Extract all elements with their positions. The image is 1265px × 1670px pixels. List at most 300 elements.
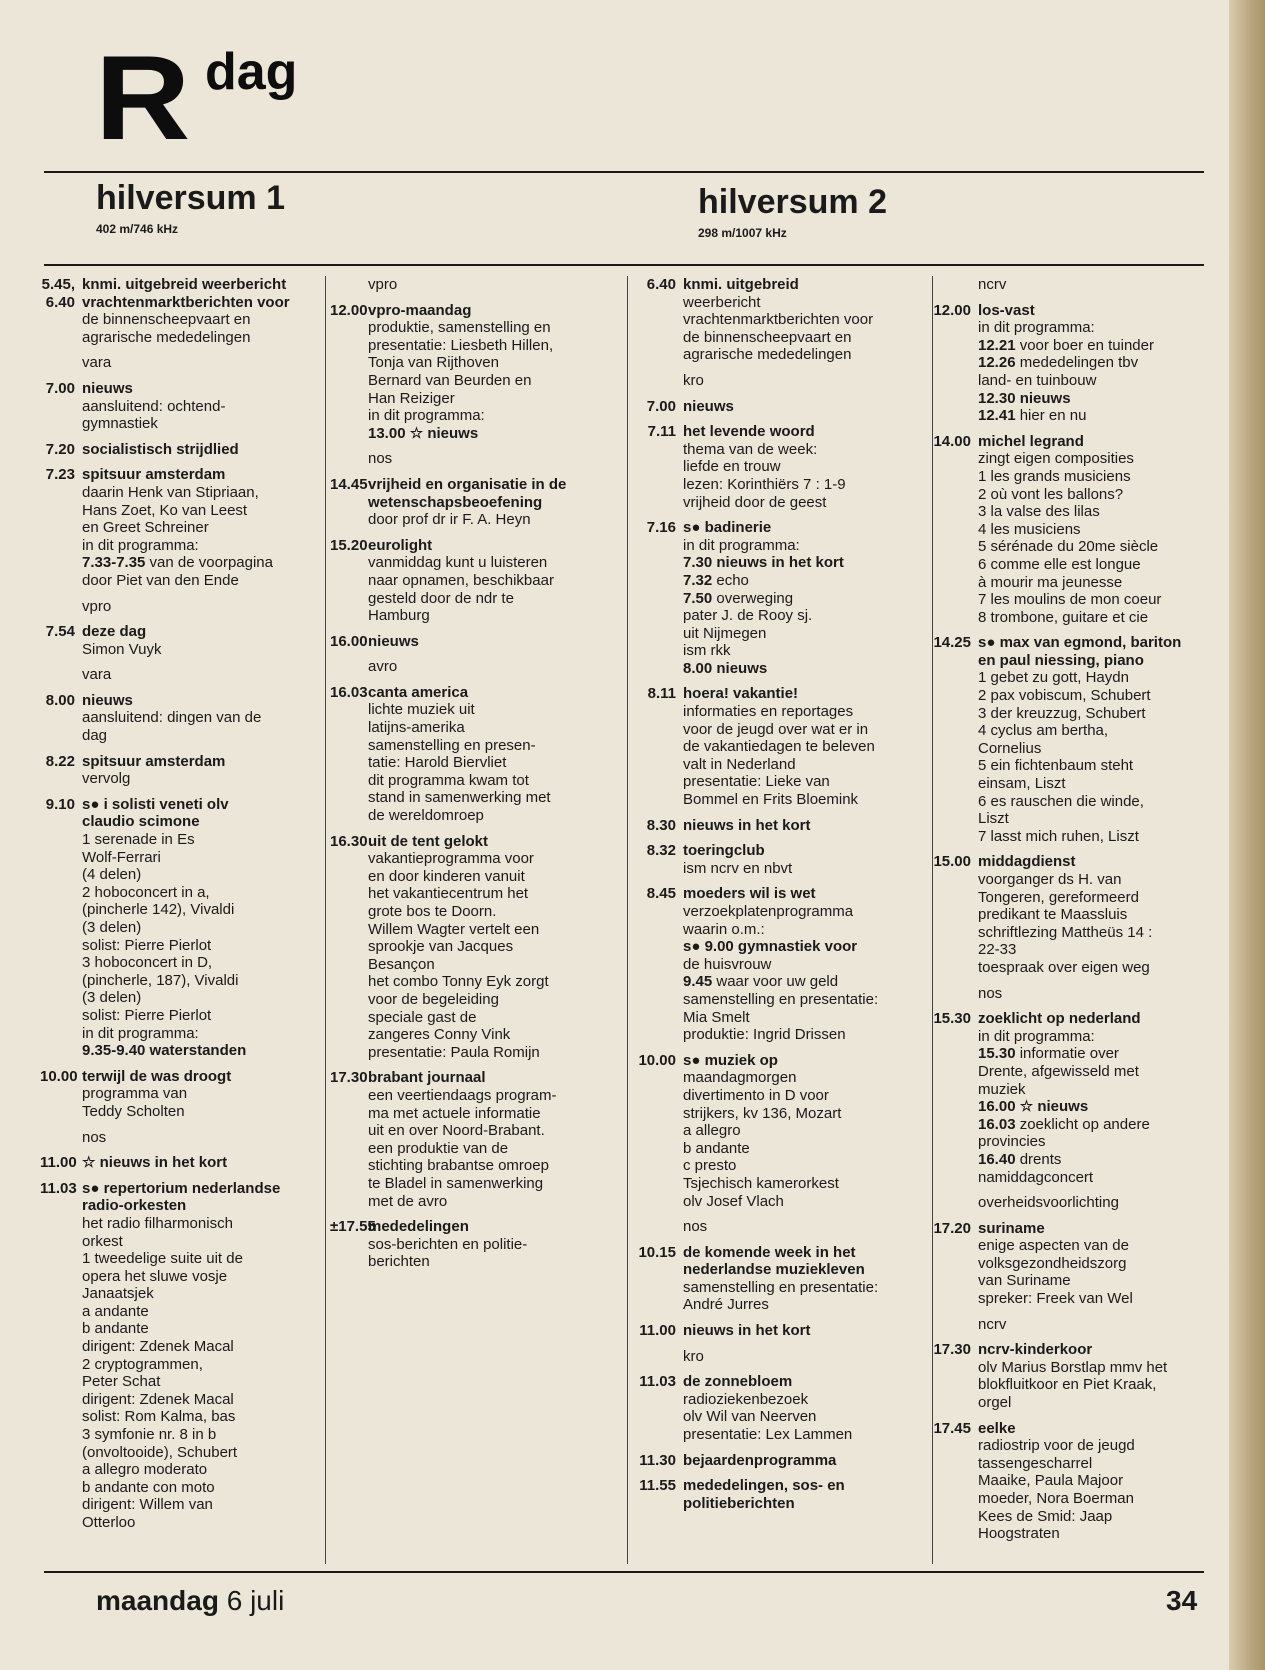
programme-time: 8.32	[646, 842, 676, 860]
programme-details	[978, 1316, 1222, 1334]
programme-time: 5.45, 6.40	[41, 276, 75, 311]
programme-details	[683, 1477, 929, 1512]
programme-line: kro	[683, 1347, 704, 1365]
programme-time: 17.45	[933, 1419, 971, 1437]
programme-entry	[932, 302, 1222, 425]
programme-line: 6 es rauschen die winde,	[978, 792, 1144, 810]
programme-entry	[330, 537, 620, 625]
programme-time	[637, 1348, 683, 1366]
programme-line: 3 hoboconcert in D,	[82, 954, 213, 972]
programme-line: brabant journaal	[368, 1069, 486, 1087]
programme-line: Simon Vuyk	[82, 640, 162, 658]
programme-line: 6 comme elle est longue	[978, 555, 1141, 573]
schedule-column-3	[637, 276, 929, 1512]
programme-line: spitsuur amsterdam	[82, 466, 226, 484]
programme-line: tassengescharrel	[978, 1454, 1093, 1472]
programme-time: 8.00	[45, 691, 75, 709]
programme-line: de vakantiedagen te beleven	[683, 738, 875, 756]
programme-line: middagdienst	[978, 853, 1076, 871]
programme-line: voor de begeleiding	[368, 990, 499, 1008]
programme-time: 8.22	[45, 752, 75, 770]
programme-line: agrarische mededelingen	[82, 328, 251, 346]
programme-line: speciale gast de	[368, 1008, 477, 1026]
programme-details	[368, 684, 620, 825]
programme-line: produktie, samenstelling en	[368, 319, 551, 337]
programme-line: eelke	[978, 1419, 1016, 1437]
programme-line: vakantieprogramma voor	[368, 850, 534, 868]
programme-line: 16.00 ☆ nieuws	[978, 1098, 1089, 1116]
programme-details	[683, 1322, 929, 1340]
programme-line: aansluitend: ochtend-	[82, 397, 226, 415]
programme-line: mededelingen	[368, 1218, 469, 1236]
programme-line: 7.50 overweging	[683, 589, 794, 607]
programme-line: uit de tent gelokt	[368, 832, 488, 850]
footer-date	[96, 1585, 284, 1617]
station-name: hilversum 1	[96, 179, 285, 217]
station-hilversum-1	[96, 180, 285, 236]
programme-time	[40, 666, 82, 684]
programme-time: 17.30	[330, 1069, 368, 1087]
programme-line: 5 sérénade du 20me siècle	[978, 538, 1159, 556]
programme-line: solist: Pierre Pierlot	[82, 936, 212, 954]
programme-time: 7.23	[45, 466, 75, 484]
programme-line: Hoogstraten	[978, 1525, 1060, 1543]
programme-line: het radio filharmonisch	[82, 1214, 233, 1232]
schedule-column-1	[40, 276, 322, 1532]
programme-line: gymnastiek	[82, 415, 158, 433]
programme-line: (3 delen)	[82, 989, 142, 1007]
programme-line: Wolf-Ferrari	[82, 848, 161, 866]
programme-line: zingt eigen composities	[978, 450, 1134, 468]
programme-line: (pincherle, 187), Vivaldi	[82, 971, 239, 989]
programme-line: het vakantiecentrum het	[368, 885, 529, 903]
station-frequency: 402 m/746 kHz	[96, 222, 179, 236]
programme-entry	[637, 1322, 929, 1340]
programme-line: hoera! vakantie!	[683, 685, 799, 703]
programme-time: 14.45	[330, 475, 368, 493]
programme-time	[40, 598, 82, 616]
programme-line: André Jurres	[683, 1296, 769, 1314]
programme-line: bejaardenprogramma	[683, 1451, 837, 1469]
broadcaster-label	[330, 276, 620, 294]
programme-entry	[637, 885, 929, 1043]
programme-line: 1 tweedelige suite uit de	[82, 1250, 243, 1268]
programme-line: in dit programma:	[978, 1027, 1095, 1045]
programme-time: 14.25	[933, 634, 971, 652]
programme-line: sprookje van Jacques	[368, 938, 514, 956]
programme-time: 11.30	[639, 1451, 676, 1469]
programme-line: de wereldomroep	[368, 807, 484, 825]
programme-entry	[330, 302, 620, 443]
programme-time: 7.54	[45, 623, 75, 641]
programme-time: 15.00	[933, 853, 971, 871]
programme-line: in dit programma:	[82, 1024, 199, 1042]
programme-entry	[637, 1452, 929, 1470]
programme-time: 12.00	[933, 301, 971, 319]
bottom-rule	[44, 1571, 1204, 1573]
programme-line: nieuws in het kort	[683, 1322, 811, 1340]
programme-entry	[330, 833, 620, 1062]
programme-line: het combo Tonny Eyk zorgt	[368, 973, 549, 991]
programme-entry	[40, 753, 322, 788]
broadcaster-label	[637, 372, 929, 390]
programme-time: 15.30	[933, 1010, 971, 1028]
programme-details	[82, 466, 322, 589]
programme-entry	[637, 1052, 929, 1210]
programme-line: vara	[82, 666, 112, 684]
programme-line: 1 les grands musiciens	[978, 467, 1131, 485]
programme-entry	[330, 684, 620, 825]
programme-line: samenstelling en presentatie:	[683, 990, 879, 1008]
programme-line: ☆ nieuws in het kort	[82, 1154, 228, 1172]
programme-line: (3 delen)	[82, 919, 142, 936]
programme-line: predikant te Maassluis	[978, 906, 1128, 924]
programme-line: vervolg	[82, 770, 131, 788]
programme-line: daarin Henk van Stipriaan,	[82, 483, 259, 501]
programme-line: 12.30 nieuws	[978, 389, 1071, 407]
programme-entry	[637, 1373, 929, 1443]
programme-details	[82, 753, 322, 788]
programme-entry	[932, 1341, 1222, 1411]
programme-time: 16.30	[330, 832, 368, 850]
programme-entry	[932, 634, 1222, 845]
programme-line: namiddagconcert	[978, 1168, 1094, 1186]
programme-line: Cornelius	[978, 739, 1042, 757]
programme-line: naar opnamen, beschikbaar	[368, 571, 554, 589]
programme-line: waarin o.m.:	[683, 920, 765, 938]
programme-line: land- en tuinbouw	[978, 371, 1097, 389]
programme-line: s● badinerie	[683, 519, 772, 537]
programme-time: 15.20	[330, 536, 368, 554]
programme-line: stichting brabantse omroep	[368, 1157, 549, 1175]
programme-line: knmi. uitgebreid weerbericht	[82, 276, 287, 293]
programme-line: muziek	[978, 1080, 1026, 1098]
logo-word: dag	[205, 43, 298, 101]
programme-line: ism rkk	[683, 642, 731, 660]
broadcaster-label	[932, 985, 1222, 1003]
programme-time: 6.40	[646, 276, 676, 293]
programme-line: de zonnebloem	[683, 1373, 793, 1391]
programme-line: avro	[368, 658, 398, 676]
programme-line: presentatie: Paula Romijn	[368, 1043, 540, 1061]
programme-details	[82, 623, 322, 658]
broadcaster-label	[40, 666, 322, 684]
programme-line: thema van de week:	[683, 440, 818, 458]
programme-line: eurolight	[368, 536, 433, 554]
programme-line: nos	[82, 1128, 107, 1146]
station-hilversum-2	[698, 184, 887, 240]
programme-line: met de avro	[368, 1192, 448, 1210]
programme-details	[683, 685, 929, 808]
programme-entry	[330, 1069, 620, 1210]
page-edge	[1229, 0, 1265, 1670]
programme-details	[978, 634, 1222, 845]
programme-line: 3 der kreuzzug, Schubert	[978, 704, 1146, 722]
programme-line: (onvoltooide), Schubert	[82, 1443, 238, 1461]
programme-details	[683, 519, 929, 677]
programme-line: Tonja van Rijthoven	[368, 354, 499, 372]
programme-time: 7.00	[45, 379, 75, 397]
schedule-top-rule	[44, 264, 1204, 266]
programme-line: wetenschapsbeoefening	[368, 493, 543, 511]
programme-details	[82, 1129, 322, 1147]
programme-time	[637, 1218, 683, 1236]
programme-line: Drente, afgewisseld met	[978, 1062, 1139, 1080]
programme-details	[82, 666, 322, 684]
programme-line: te Bladel in samenwerking	[368, 1174, 544, 1192]
programme-line: nos	[368, 450, 393, 468]
programme-details	[82, 354, 322, 372]
programme-line: tatie: Harold Biervliet	[368, 754, 507, 772]
programme-line: orkest	[82, 1232, 123, 1250]
programme-line: Hans Zoet, Ko van Leest	[82, 501, 248, 519]
programme-time: 10.00	[638, 1051, 676, 1069]
programme-details	[683, 1218, 929, 1236]
programme-time: 11.03	[40, 1179, 77, 1197]
schedule-column-2	[330, 276, 620, 1271]
programme-entry	[40, 1068, 322, 1121]
programme-time: 8.45	[646, 885, 676, 903]
programme-details	[82, 380, 322, 433]
programme-line: michel legrand	[978, 432, 1084, 450]
programme-details	[683, 885, 929, 1043]
programme-line: Otterloo	[82, 1514, 136, 1531]
programme-line: uit en over Noord-Brabant.	[368, 1122, 545, 1140]
programme-details	[683, 423, 929, 511]
programme-line: dirigent: Zdenek Macal	[82, 1338, 234, 1356]
programme-details	[82, 1154, 322, 1172]
programme-line: Mia Smelt	[683, 1008, 750, 1026]
programme-line: Tsjechisch kamerorkest	[683, 1174, 839, 1192]
footer-weekday: maandag	[96, 1585, 219, 1616]
programme-entry	[40, 796, 322, 1060]
programme-line: vrachtenmarktberichten voor	[683, 311, 874, 329]
programme-entry	[40, 441, 322, 459]
programme-line: de komende week in het	[683, 1243, 856, 1261]
programme-line: lichte muziek uit	[368, 701, 475, 719]
programme-time	[330, 658, 368, 676]
programme-time	[637, 372, 683, 390]
programme-time: 7.00	[646, 397, 676, 415]
programme-details	[683, 817, 929, 835]
programme-line: van Suriname	[978, 1272, 1071, 1290]
programme-entry	[637, 276, 929, 364]
programme-entry	[932, 853, 1222, 976]
programme-line: mededelingen, sos- en	[683, 1477, 845, 1495]
programme-line: een veertiendaags program-	[368, 1086, 557, 1104]
programme-line: schriftlezing Mattheüs 14 :	[978, 923, 1153, 941]
programme-line: olv Wil van Neerven	[683, 1408, 817, 1426]
programme-line: (pincherle 142), Vivaldi	[82, 901, 235, 919]
programme-details	[82, 796, 322, 1060]
programme-details	[368, 302, 620, 443]
programme-line: 15.30 informatie over	[978, 1045, 1119, 1063]
programme-details	[368, 833, 620, 1062]
programme-line: b andante con moto	[82, 1478, 215, 1496]
programme-line: radio-orkesten	[82, 1197, 187, 1215]
programme-line: suriname	[978, 1219, 1045, 1237]
programme-line: provincies	[978, 1133, 1046, 1151]
programme-line: s● max van egmond, bariton	[978, 634, 1182, 652]
programme-line: (4 delen)	[82, 866, 142, 884]
programme-details	[978, 853, 1222, 976]
programme-line: berichten	[368, 1253, 430, 1271]
programme-time: 10.15	[638, 1243, 676, 1261]
programme-line: Janaatsjek	[82, 1285, 154, 1303]
programme-line: het levende woord	[683, 423, 815, 441]
programme-line: ma met actuele informatie	[368, 1104, 541, 1122]
programme-line: à mourir ma jeunesse	[978, 573, 1123, 591]
programme-details	[978, 1341, 1222, 1411]
programme-entry	[637, 519, 929, 677]
page-number: 34	[1166, 1585, 1198, 1616]
programme-line: vrijheid en organisatie in de	[368, 475, 567, 493]
programme-line: divertimento in D voor	[683, 1086, 829, 1104]
programme-line: 2 pax vobiscum, Schubert	[978, 687, 1151, 705]
programme-line: samenstelling en presen-	[368, 736, 536, 754]
programme-details	[683, 372, 929, 390]
programme-line: dirigent: Zdenek Macal	[82, 1390, 234, 1408]
programme-line: knmi. uitgebreid	[683, 276, 799, 293]
programme-line: pater J. de Rooy sj.	[683, 607, 813, 625]
programme-line: presentatie: Liesbeth Hillen,	[368, 336, 554, 354]
programme-time: 16.03	[330, 683, 368, 701]
programme-line: nieuws	[82, 379, 133, 397]
programme-line: Hamburg	[368, 607, 430, 625]
programme-line: a allegro	[683, 1122, 741, 1140]
programme-entry	[637, 1244, 929, 1314]
programme-line: nos	[683, 1218, 708, 1236]
programme-entry	[637, 1477, 929, 1512]
programme-line: Teddy Scholten	[82, 1102, 185, 1120]
programme-entry	[330, 633, 620, 651]
programme-entry	[932, 1010, 1222, 1186]
programme-entry	[40, 1180, 322, 1532]
programme-line: volksgezondheidszorg	[978, 1254, 1127, 1272]
programme-line: zangeres Conny Vink	[368, 1026, 511, 1044]
programme-time	[932, 1194, 978, 1212]
programme-entry	[932, 433, 1222, 627]
top-rule	[44, 171, 1204, 173]
programme-line: solist: Pierre Pierlot	[82, 1006, 212, 1024]
broadcaster-label	[40, 354, 322, 372]
broadcaster-label	[637, 1348, 929, 1366]
programme-line: ncrv	[978, 1315, 1007, 1333]
programme-time: 11.00	[40, 1154, 77, 1172]
programme-line: Peter Schat	[82, 1373, 161, 1391]
programme-time: 12.00	[330, 301, 368, 319]
programme-entry	[40, 1154, 322, 1172]
programme-line: liefde en trouw	[683, 458, 781, 476]
programme-line: 7.32 echo	[683, 571, 749, 589]
programme-entry	[637, 398, 929, 416]
programme-line: aansluitend: dingen van de	[82, 709, 262, 727]
programme-line: 1 serenade in Es	[82, 831, 195, 849]
programme-details	[82, 598, 322, 616]
programme-line: 2 hoboconcert in a,	[82, 883, 210, 901]
programme-line: Bernard van Beurden en	[368, 371, 532, 389]
programme-line: 2 cryptogrammen,	[82, 1355, 203, 1373]
programme-time	[40, 1129, 82, 1147]
programme-line: 4 cyclus am bertha,	[978, 722, 1109, 740]
programme-time: 7.11	[647, 423, 676, 441]
programme-line: verzoekplatenprogramma	[683, 903, 854, 920]
programme-details	[978, 1420, 1222, 1543]
programme-line: 12.21 voor boer en tuinder	[978, 336, 1154, 354]
programme-details	[978, 276, 1222, 294]
programme-line: de binnenscheepvaart en	[82, 311, 251, 329]
programme-line: door prof dr ir F. A. Heyn	[368, 511, 531, 529]
programme-line: s● i solisti veneti olv	[82, 795, 229, 813]
programme-time: 11.00	[639, 1322, 676, 1340]
programme-time: 10.00	[40, 1067, 78, 1085]
column-divider	[325, 276, 326, 1564]
programme-line: 7.30 nieuws in het kort	[683, 554, 844, 572]
programme-line: 9.35-9.40 waterstanden	[82, 1042, 247, 1060]
programme-line: de binnenscheepvaart en	[683, 328, 852, 346]
programme-details	[368, 450, 620, 468]
programme-line: s● repertorium nederlandse	[82, 1179, 281, 1197]
programme-line: socialistisch strijdlied	[82, 440, 239, 458]
programme-line: 2 où vont les ballons?	[978, 485, 1124, 503]
programme-line: Bommel en Frits Bloemink	[683, 791, 859, 809]
programme-details	[82, 441, 322, 459]
programme-line: de huisvrouw	[683, 955, 772, 973]
programme-line: s● 9.00 gymnastiek voor	[683, 938, 858, 956]
programme-line: vrachtenmarktberichten voor	[82, 293, 290, 311]
programme-time	[330, 276, 368, 294]
programme-line: voorganger ds H. van	[978, 871, 1122, 888]
programme-entry	[932, 1220, 1222, 1308]
programme-line: dag	[82, 727, 108, 745]
programme-line: einsam, Liszt	[978, 775, 1066, 793]
programme-line: 13.00 ☆ nieuws	[368, 424, 479, 442]
programme-line: nieuws	[368, 632, 419, 650]
programme-line: moeders wil is wet	[683, 885, 816, 903]
programme-line: canta america	[368, 683, 469, 701]
broadcaster-label	[330, 450, 620, 468]
programme-entry	[40, 380, 322, 433]
broadcaster-label	[330, 658, 620, 676]
programme-line: in dit programma:	[978, 319, 1095, 337]
programme-line: en door kinderen vanuit	[368, 867, 525, 885]
programme-time	[932, 1316, 978, 1334]
programme-line: moeder, Nora Boerman	[978, 1490, 1134, 1507]
programme-entry	[40, 623, 322, 658]
programme-line: strijkers, kv 136, Mozart	[683, 1104, 842, 1122]
programme-line: a andante	[82, 1302, 149, 1320]
programme-line: Willem Wagter vertelt een	[368, 920, 540, 938]
programme-line: vpro-maandag	[368, 301, 472, 319]
programme-entry	[330, 1218, 620, 1271]
programme-line: dirigent: Willem van	[82, 1496, 213, 1514]
programme-line: 9.45 waar voor uw geld	[683, 973, 839, 991]
programme-line: 1 gebet zu gott, Haydn	[978, 669, 1129, 687]
programme-time: 14.00	[933, 432, 971, 450]
programme-line: ism ncrv en nbvt	[683, 859, 793, 877]
programme-line: zoeklicht op nederland	[978, 1010, 1141, 1028]
programme-details	[368, 537, 620, 625]
programme-line: kro	[683, 371, 704, 389]
programme-time: 16.00	[330, 632, 368, 650]
programme-entry	[637, 423, 929, 511]
programme-line: in dit programma:	[368, 407, 485, 425]
programme-line: samenstelling en presentatie:	[683, 1278, 879, 1296]
programme-entry	[637, 817, 929, 835]
programme-line: maandagmorgen	[683, 1069, 797, 1087]
rdag-logo	[95, 31, 298, 165]
programme-details	[82, 1180, 322, 1532]
